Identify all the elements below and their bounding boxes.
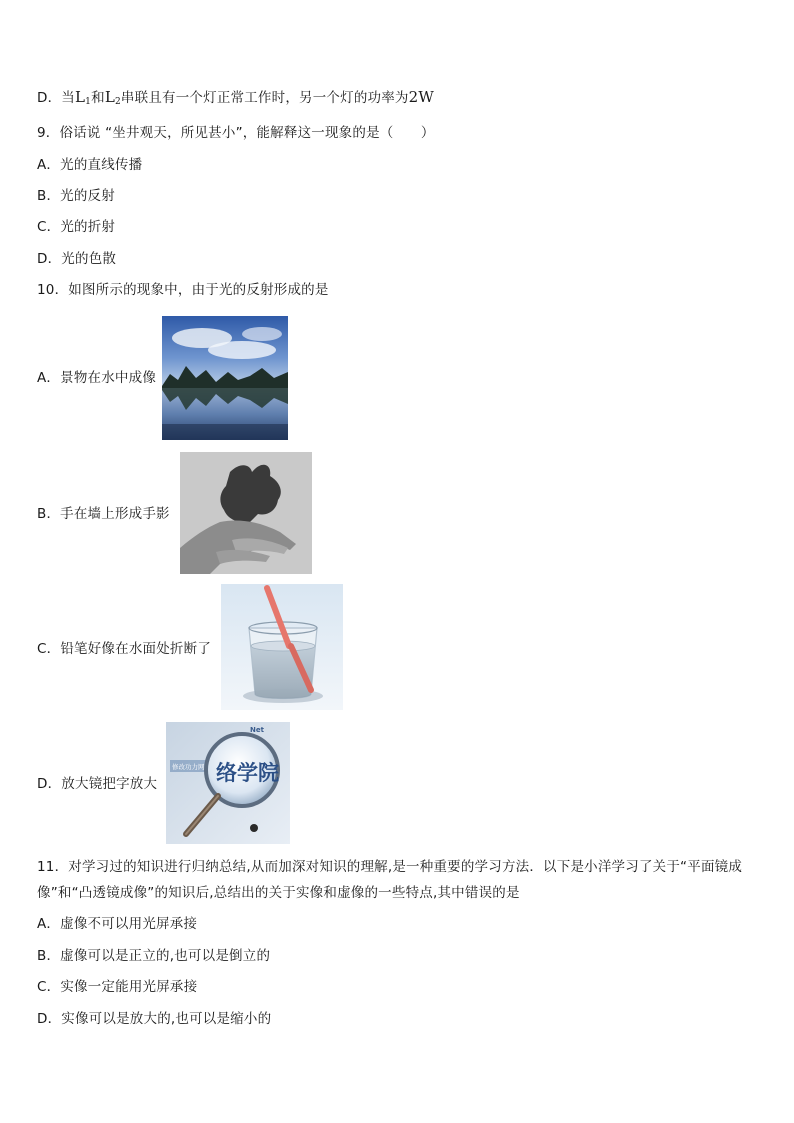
lamp-l2-symbol: $L_2$ [104,88,121,107]
hand-shadow-image [180,452,312,574]
q11-option-b: B．虚像可以是正立的,也可以是倒立的 [37,948,271,964]
q11-option-a: A．虚像不可以用光屏承接 [37,916,198,932]
q11-stem-line2: 像”和“凸透镜成像”的知识后,总结出的关于实像和虚像的一些特点,其中错误的是 [37,885,520,901]
reflection-landscape-image [162,316,288,440]
q9-option-b: B．光的反射 [37,188,115,204]
magnifier-small-text: 修改功力网 [172,763,205,771]
q9-option-d: D．光的色散 [37,251,117,267]
q11-option-d: D．实像可以是放大的,也可以是缩小的 [37,1011,272,1027]
q8-power-value: 2W [408,88,434,106]
lamp-l1-symbol: $L_1$ [75,88,92,107]
q9-option-a: A．光的直线传播 [37,157,143,173]
q10-stem: 10．如图所示的现象中，由于光的反射形成的是 [37,282,329,298]
q10-option-d-label: D．放大镜把字放大 [37,776,158,792]
q9-stem: 9．俗话说 “坐井观天，所见甚小”，能解释这一现象的是（ ） [37,125,435,141]
magnifier-big-text: 络学院 [216,761,279,785]
q10-option-c-label: C．铅笔好像在水面处折断了 [37,641,212,657]
q8-and-text: 和 [91,90,105,106]
q11-stem-line1: 11．对学习过的知识进行归纳总结,从而加深对知识的理解,是一种重要的学习方法．以下是小洋学习了关于“平面镜成 [37,859,743,875]
q8-option-d [37,88,434,111]
q10-option-a-label: A．景物在水中成像 [37,370,157,386]
pencil-in-glass-image [221,584,343,710]
q10-option-b-label: B．手在墙上形成手影 [37,506,170,522]
q8-option-d-prefix: D．当 [37,90,75,106]
magnifier-image [166,722,290,844]
q9-option-c: C．光的折射 [37,219,116,235]
q8-option-d-suffix: 串联且有一个灯正常工作时，另一个灯的功率为 [120,90,409,106]
magnifier-tag-text: Net [250,726,264,734]
q11-option-c: C．实像一定能用光屏承接 [37,979,198,995]
